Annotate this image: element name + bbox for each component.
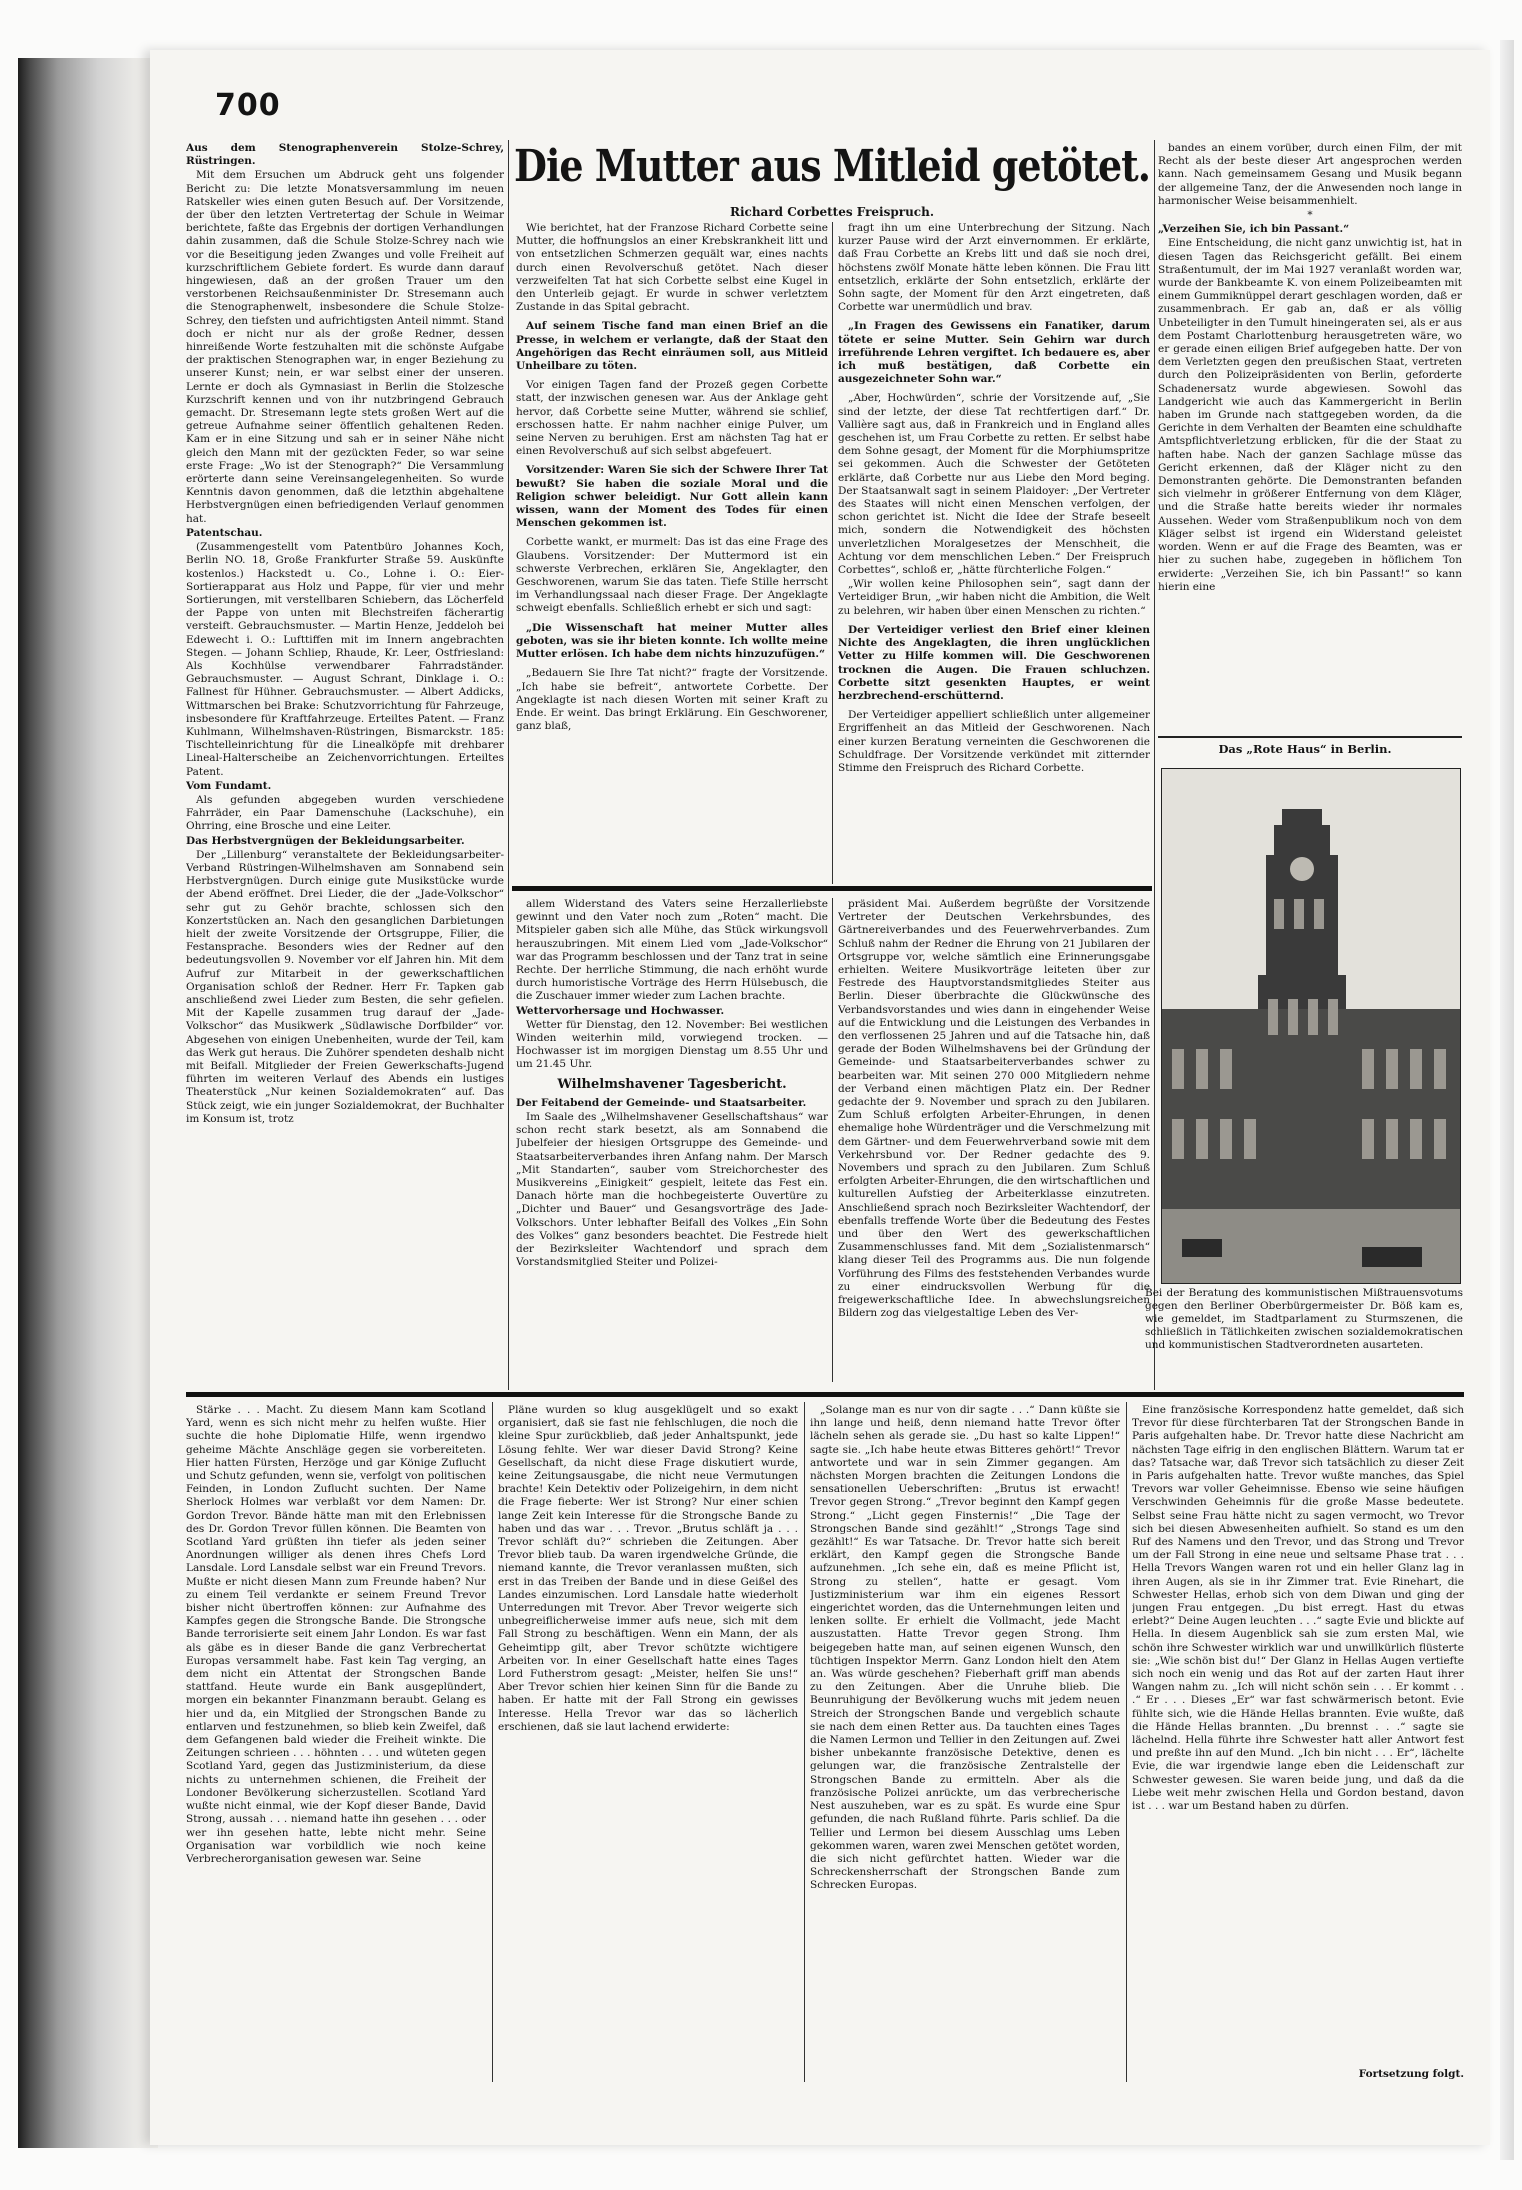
article-separator <box>512 886 1152 891</box>
main-article-col-b <box>838 222 1150 884</box>
column-divider <box>1126 1402 1127 2082</box>
town-hall-image <box>1162 769 1460 1283</box>
article-highlight: Auf seinem Tische fand man einen Brief an die Presse, in welchem er verlangte, daß der Staat den Angehörigen das Recht einräumen soll, aus Mitleid Unheilbare zu töten. <box>516 320 828 373</box>
main-headline: Die Mutter aus Mitleid getötet. <box>514 139 1150 192</box>
separator-star: * <box>1307 209 1313 222</box>
section-title: Wilhelmshavener Tagesbericht. <box>557 1076 787 1092</box>
article-highlight: „In Fragen des Gewissens ein Fanatiker, darum tötete er seine Mutter. Sein Gehirn war durch irreführende Lehren vergiftet. Ich bedauere es, aber ich muß bestätigen, daß Corbette ein ausgezeichneter Sohn war.“ <box>838 320 1150 386</box>
column-divider <box>508 140 509 1390</box>
article-text: bandes an einem vorüber, durch einen Film, der mit Recht als der beste dieser Art angesprochen werden kann. Nach gemeinsamem Gesang und Musik begann der allgemeine Tanz, der die Anwesenden noch lange in harmonischer Weise beisammenhielt. <box>1158 142 1462 207</box>
lower-col-a <box>516 898 828 1382</box>
serial-continued <box>1132 2068 1464 2084</box>
article-text: „Bedauern Sie Ihre Tat nicht?“ fragte der Vorsitzende. „Ich habe sie befreit“, antwortete Corbette. Der Angeklagte ist nach diesen Worten mit seiner Kraft zu Ende. Er weint. Das bringt Erklärung. Ein Geschworener, ganz blaß, <box>516 667 828 733</box>
article-text: Vor einigen Tagen fand der Prozeß gegen Corbette statt, der inzwischen genesen war. Aus der Anklage geht hervor, daß Corbette seine Mutter, während sie schlief, erschossen hatte. Er nahm nachher einige Pulver, um seine Nerven zu beruhigen. Erst am nächsten Tag hat er einen Revolverschuß auf sich selbst abgefeuert. <box>516 379 828 458</box>
serial-col-1 <box>186 1404 486 2084</box>
column-divider <box>804 1402 805 2082</box>
column-divider <box>832 898 833 1382</box>
article-text: präsident Mai. Außerdem begrüßte der Vorsitzende Vertreter der Deutschen Verkehrsbundes, des Gärtnereiverbandes und des Feuerwehrverbandes. Zum Schluß nahm der Redner die Ehrung von 21 Jubilaren der Ortsgruppe vor, welche sämtlich eine Erinnerungsgabe erhielten. Weitere Musikvorträge leiteten über zur Festrede des Hauptvorstandsmitgliedes Steiter aus Berlin. Dieser überbrachte die Glückwünsche des Verbandsvorstandes und wies dann in eingehender Weise auf die Entwicklung und die Leistungen des Verbandes in den verflossenen 25 Jahren und auf die Tatsache hin, daß gerade der Boden Wilhelmshavens bei der Gründung der Gemeinde- und Staatsarbeiterverbandes schwer zu bearbeiten war. Mit seinen 270 000 Mitgliedern nehme der Verband einen mächtigen Platz ein. Der Redner gedachte der 9. November und sprach zu den Jubilaren. Zum Schluß erfolgten Arbeiter-Ehrungen, in denen ehemalige hohe Würdenträger und die Verschmelzung mit dem Gärtner- und dem Feuerwehrverband sowie mit dem Verkehrsbund vor. Der Redner gedachte des 9. Novembers und sprach zu den Jubilaren. Zum Schluß erfolgten Arbeiter-Ehrungen, die den wirtschaftlichen und kulturellen Aufstieg der Arbeiterklasse einzutreten. Anschließend sprach noch Bezirksleiter Wachtendorf, der ebenfalls treffende Worte über die Bedeutung des Festes und über den Wert des gewerkschaftlichen Zusammenschlusses fand. Mit dem „Sozialistenmarsch“ klang dieser Teil des Programms aus. Die nun folgende Vorführung des Films des feststehenden Verbandes wurde zu einer eindrucksvollen Werbung für die freigewerkschaftliche Idee. In abwechslungsreichen Bildern zog das vielgestaltige Leben des Ver- <box>838 898 1150 1320</box>
column-left <box>186 142 504 1382</box>
photo-title: Das „Rote Haus“ in Berlin. <box>1218 742 1392 756</box>
serial-col-2 <box>498 1404 798 2084</box>
serial-text: Stärke . . . Macht. Zu diesem Mann kam Scotland Yard, wenn es sich nicht mehr zu helfen wußte. Hier suchte die hohe Diplomatie Hilfe, wenn irgendwo geheime Mächte Anschläge gegen sie vorbereiteten. Hier hatten Fürsten, Herzöge und gar Könige Zuflucht und Schutz gefunden, wenn sie, verfolgt von politischen Feinden, in London Zuflucht suchten. Der Name Sherlock Holmes war verblaßt vor dem Namen: Dr. Gordon Trevor. Bände hätte man mit den Erlebnissen des Dr. Gordon Trevor füllen können. Die Beamten von Scotland Yard grüßten ihn tiefer als jeden seiner Anordnungen williger als denen ihres Chefs Lord Lansdale. Lord Lansdale selbst war ein Freund Trevors. Mußte er nicht diesen Mann zum Freunde haben? Nur zu einem Teil verdankte er seinem Freund Trevor bisher nicht übertroffen können: zur Aufnahme des Kampfes gegen die Strongsche Bande. Die Strongsche Bande terrorisierte seit einem Jahr London. Es war fast als gäbe es in dieser Bande die ganz Verbrechertat Europas versammelt habe. Fast kein Tag verging, an dem nicht ein Attentat der Strongschen Bande stattfand. Heute wurde ein Bank ausgeplündert, morgen ein bekannter Finanzmann beraubt. Gelang es hier und da, ein Mitglied der Strongschen Bande zu entlarven und festzunehmen, so blieb kein Zweifel, daß dem Gefangenen bald wieder die Freiheit winkte. Die Zeitungen schrieen . . . höhnten . . . und wüteten gegen Scotland Yard, gegen das Justizministerium, da diese nichts zu unternehmen schienen, die Freiheit der Londoner Bevölkerung sicherzustellen. Scotland Yard wußte nicht einmal, wie der Kopf dieser Bande, David Strong, aussah . . . niemand hatte ihn gesehen . . . oder wer ihn gesehen hatte, lebte nicht mehr. Seine Organisation war vorbildlich wie noch keine Verbrecherorganisation gewesen war. Seine <box>186 1404 486 1865</box>
article-text: allem Widerstand des Vaters seine Herzallerliebste gewinnt und den Vater noch zum „Roten“ macht. Die Mitspieler gaben sich alle Mühe, das Stück wirkungsvoll herauszubringen. Mit einem Lied vom „Jade-Volkschor“ war das Programm beschlossen und der Tanz trat in seine Rechte. Der herrliche Stimmung, die nach erhöht wurde durch humoristische Vorträge des Herrn Hülsebusch, die die Zuschauer immer wieder zum Lachen brachte. <box>516 898 828 1003</box>
article-title: Wettervorhersage und Hochwasser. <box>516 1004 725 1017</box>
serial-col-3 <box>810 1404 1120 2084</box>
page-number: 700 <box>215 88 281 123</box>
book-binding <box>18 58 158 2148</box>
article-text: Im Saale des „Wilhelmshavener Gesellschaftshaus“ war schon recht stark besetzt, als am Sonnabend die Jubelfeier der hiesigen Ortsgruppe des Gemeinde- und Staatsarbeiterverbandes ihren Anfang nahm. Der Marsch „Mit Standarten“, sauber vom Streichorchester des Musikvereins „Einigkeit“ gespielt, leitete das Fest ein. Danach hörte man die hochbegeisterte Ouvertüre zu „Dichter und Bauer“ und Gesangsvorträge des Jade-Volkschors. Unter lebhafter Beifall des Volkes „Ein Sohn des Volkes“ ganz besonders beachtet. Die Festrede hielt der Bezirksleiter Wachtendorf und sprach dem Vorstandsmitglied Steiter und Polizei- <box>516 1111 828 1269</box>
page-edge <box>1500 40 1514 2160</box>
article-text: (Zusammengestellt vom Patentbüro Johannes Koch, Berlin NO. 18, Große Frankfurter Straße 59. Auskünfte kostenlos.) Hackstedt u. Co., Lohne i. O.: Eier-Sortierapparat aus Holz und Pappe, für vier und mehr Sortierungen, mit verstellbaren Schiebern, das Löcherfeld der Pappe von unten mit Blechstreifen fächerartig versteift. Gebrauchsmuster. — Martin Henze, Jeddeloh bei Edewecht i. O.: Lufttiffen mit im Innern angebrachten Stegen. — Johann Schliep, Rhaude, Kr. Leer, Ostfriesland: Als Kochhülse verwendbarer Fahrradständer. Gebrauchsmuster. — August Schrant, Dinklage i. O.: Fallnest für Hühner. Gebrauchsmuster. — Albert Addicks, Wittmarschen bei Brake: Schutzvorrichtung für Fahrzeuge, insbesondere für Kraftfahrzeuge. Erteiltes Patent. — Franz Kuhlmann, Wilhelmshaven-Rüstringen, Bismarckstr. 185: Tischtelleinrichtung für die Linealköpfe mit drehbarer Lineal-Halterscheibe an Zeichenvorrichtungen. Erteiltes Patent. <box>186 541 504 778</box>
article-highlight: Vorsitzender: Waren Sie sich der Schwere Ihrer Tat bewußt? Sie haben die soziale Moral und die Religion schwer beleidigt. Nur Gott allein kann wissen, wann der Moment des Todes für einen Menschen gekommen ist. <box>516 464 828 530</box>
main-article-col-a <box>516 222 828 884</box>
lower-col-b <box>838 898 1150 1382</box>
main-subhead: Richard Corbettes Freispruch. <box>729 205 934 219</box>
column-divider <box>832 222 833 884</box>
article-text: Corbette wankt, er murmelt: Das ist das eine Frage des Glaubens. Vorsitzender: Der Muttermord ist ein schwerste Verbrechen, erklären Sie, Angeklagter, den Geschworenen, warum Sie das taten. Tiefe Stille herrscht im Verhandlungssaal nach dieser Frage. Der Angeklagte schweigt ebenfalls. Schließlich erhebt er sich und sagt: <box>516 536 828 615</box>
serial-text: „Solange man es nur von dir sagte . . .“ Dann küßte sie ihn lange und heiß, denn niemand hatte Trevor öfter lächeln sehen als gerade sie. „Du hast so kalte Lippen!“ sagte sie. „Ich habe heute etwas Bitteres gehört!“ Trevor antwortete und war in sein Zimmer gegangen. Am nächsten Morgen brachten die Zeitungen Londons die sensationellen Ueberschriften: „Brutus ist erwacht! Trevor gegen Strong.“ „Trevor beginnt den Kampf gegen Strong.“ „Licht gegen Finsternis!“ „Die Tage der Strongschen Bande sind gezählt!“ „Strongs Tage sind gezählt!“ Es war Tatsache. Dr. Trevor hatte sich bereit erklärt, den Kampf gegen die Strongsche Bande aufzunehmen. „Ich sehe ein, daß es meine Pflicht ist, Strong zu stellen“, hatte er gesagt. Vom Justizministerium war ihm ein eigenes Ressort eingerichtet worden, das die Unternehmungen leiten und lenken sollte. Er erhielt die Vollmacht, jede Macht auszustatten. Hatte Trevor gegen Strong. Ihm beigegeben hatte man, auf seinen eigenen Wunsch, den tüchtigen Inspektor Merrn. Ganz London hielt den Atem an. Was würde geschehen? Fieberhaft griff man abends zu den Zeitungen. Aber die Unruhe blieb. Die Beunruhigung der Bevölkerung wuchs mit jedem neuen Streich der Strongschen Bande und vergeblich schaute sie nach dem einen Retter aus. Da tauchten eines Tages die Namen Lermon und Tellier in den Zeitungen auf. Zwei bisher unbekannte französische Detektive, denen es gelungen war, die französische Zentralstelle der Strongschen Bande zu ermitteln. Aber als die französische Polizei anrückte, um das verbrecherische Nest auszuheben, war es zu spät. Es wurde eine Spur gefunden, die nach Rußland führte. Paris schlief. Da die Tellier und Lermon bei diesem Ausschlag ums Leben gekommen waren, waren zwei Menschen getötet worden, die sich nicht gefürchtet hatten. Wieder war die Schreckensherrschaft der Strongschen Bande zum Schrecken Europas. <box>810 1404 1120 1892</box>
article-title: Aus dem Stenographenverein Stolze-Schrey, Rüstringen. <box>186 142 504 168</box>
article-highlight: Der Verteidiger verliest den Brief einer kleinen Nichte des Angeklagten, die ihren unglücklichen Vetter zu Hilfe kommen will. Die Geschworenen trocknen die Augen. Die Frauen schluchzen. Corbette sitzt gesenkten Hauptes, er weint herzbrechend-erschütternd. <box>838 623 1150 702</box>
article-text: „Aber, Hochwürden“, schrie der Vorsitzende auf, „Sie sind der letzte, der diese Tat rechtfertigen darf.“ Dr. Vallière sagt aus, daß in Frankreich und in England alles geschehen ist, um Frau Corbette zu retten. Er selbst habe dem Sohne gesagt, der Moment für die Morphiumspritze sei gekommen. Auch die Schwester der Getöteten erklärte, daß Corbette nur aus Liebe den Mord beging. Der Staatsanwalt sagt in seinem Plaidoyer: „Der Vertreter des Staates will nicht einen Menschen verfolgen, der schon gerichtet ist. Nicht die Idee der Strafe beseelt mich, sondern die Notwendigkeit des höchsten unverletzlichen Moralgesetzes der Menschheit, die Achtung vor dem menschlichen Leben.“ Der Freispruch Corbettes“, schloß er, „hätte fürchterliche Folgen.“ <box>838 392 1150 577</box>
column-divider <box>1154 140 1155 1390</box>
article-title: „Verzeihen Sie, ich bin Passant.“ <box>1158 223 1350 236</box>
article-text: „Wir wollen keine Philosophen sein“, sagt dann der Verteidiger Brun, „wir haben nicht die Ambition, die Welt zu belehren, wir haben über einen Menschen zu richten.“ <box>838 578 1150 617</box>
article-text: Wie berichtet, hat der Franzose Richard Corbette seine Mutter, die hoffnungslos an einer Krebskrankheit litt und von entsetzlichen Schmerzen gequält war, eines nachts durch einen Revolverschuß getötet. Nach dieser verzweifelten Tat hat sich Corbette selbst eine Kugel in den Unterleib gejagt. Er wurde in schwer verletztem Zustande in das Spital gebracht. <box>516 222 828 314</box>
serial-text: Pläne wurden so klug ausgeklügelt und so exakt organisiert, daß sie fast nie fehlschlugen, die noch die kleine Spur zurückblieb, daß jeder Anhaltspunkt, jede Lösung fehlte. Wer war dieser David Strong? Keine Gesellschaft, da nicht diese Frage diskutiert wurde, keine Zeitungsausgabe, die nicht neue Vermutungen brachte! Kein Detektiv oder Polizeigehirn, in dem nicht die Frage fieberte: Wer ist Strong? Nur einer schien lange Zeit kein Interesse für die Strongsche Bande zu haben und das war . . . Trevor. „Brutus schläft ja . . . Trevor schläft du?“ schrieben die Zeitungen. Aber Trevor blieb taub. Da waren irgendwelche Gründe, die niemand kannte, die Trevor veranlassen mußten, sich erst in das Treiben der Bande und in diese Geißel des Landes einzumischen. Lord Lansdale hatte wiederholt Unterredungen mit Trevor. Aber Trevor weigerte sich unbegreiflicherweise immer aufs neue, sich mit dem Fall Strong zu beschäftigen. Wenn ein Mann, der als Geheimtipp gilt, aber Trevor schützte wichtigere Arbeiten vor. In einer Gesellschaft hatte eines Tages Lord Futherstrom gesagt: „Meister, helfen Sie uns!“ Aber Trevor schien hier keinen Sinn für die Bande zu haben. Er hatte mit der Fall Strong ein gewisses Interesse. Hella Trevor war das so lächerlich erschienen, daß sie laut lachend erwiderte: <box>498 1404 798 1733</box>
article-text: Wetter für Dienstag, den 12. November: Bei westlichen Winden weiterhin mild, vorwiegend trocken. — Hochwasser ist im morgigen Dienstag um 8.55 Uhr und um 21.45 Uhr. <box>516 1018 828 1071</box>
article-text: Als gefunden abgegeben wurden verschiedene Fahrräder, ein Paar Damenschuhe (Lackschuhe), ein Ohrring, eine Brosche und eine Leiter. <box>186 793 504 833</box>
article-title: Patentschau. <box>186 526 263 539</box>
column-divider <box>492 1402 493 2082</box>
article-title: Der Feitabend der Gemeinde- und Staatsarbeiter. <box>516 1096 807 1109</box>
photo-rule <box>1158 736 1462 738</box>
article-highlight: „Die Wissenschaft hat meiner Mutter alles geboten, was sie ihr bieten konnte. Ich wollte meine Mutter erlösen. Ich habe dem nichts hinzuzufügen.“ <box>516 621 828 661</box>
article-text: Eine Entscheidung, die nicht ganz unwichtig ist, hat in diesen Tagen das Reichsgericht gefällt. Bei einem Straßentumult, der im Mai 1927 veranlaßt worden war, wurde der Bankbeamte K. von einem Polizeibeamten mit einem Gummiknüppel derart geschlagen worden, daß er zusammenbrach. Er gab an, daß er als völlig Unbeteiligter in den Tumult hineingeraten sei, als er aus dem Postamt Charlottenburg herausgetreten wäre, wo er gerade einen eiligen Brief aufgegeben hatte. Der von dem Verletzten gegen den preußischen Staat, vertreten durch den Polizeipräsidenten von Berlin, geforderte Schadenersatz wurde abgewiesen. Sowohl das Landgericht wie auch das Kammergericht in Berlin haben im Grunde nach stattgegeben worden, da die Gerichte in dem Verhalten der Beamten eine schuldhafte Amtspflichtverletzung erblicken, für die der Staat zu haften habe. Nach der ganzen Sachlage müsse das Gericht erkennen, daß der Kläger nicht zu den Demonstranten gehörte. Die Demonstranten befanden sich vielmehr in größerer Entfernung von dem Kläger, und die Straße hatte bereits wieder ihr normales Aussehen. Weder vom Straßenpublikum noch von dem Kläger selbst ist irgend ein Widerstand geleistet worden. Wenn er auf die Frage des Beamten, was er hier zu suchen habe, zugegeben in höflichem Ton erwiderte: „Verzeihen Sie, ich bin Passant!“ so kann hierin eine <box>1158 237 1462 593</box>
continued-label: Fortsetzung folgt. <box>1358 2068 1464 2080</box>
serial-separator <box>186 1392 1464 1397</box>
photo-rotes-rathaus <box>1161 768 1461 1284</box>
column-right <box>1158 142 1462 732</box>
serial-col-4 <box>1132 1404 1464 2068</box>
article-text: Der Verteidiger appelliert schließlich unter allgemeiner Ergriffenheit an das Mitleid der Geschworenen. Nach einer kurzen Beratung verneinten die Geschworenen die Schuldfrage. Der Vorsitzende verkündet mit zitternder Stimme den Freispruch des Richard Corbette. <box>838 709 1150 774</box>
serial-text: Eine französische Korrespondenz hatte gemeldet, daß sich Trevor für diese fürchterbaren Tat der Strongschen Bande in Paris aufgehalten habe. Dr. Trevor hatte diese Nachricht am nächsten Tage eifrig in den englischen Blättern. Warum tat er das? Tatsache war, daß Trevor sich tatsächlich zu dieser Zeit in Paris aufgehalten hatte. Trevor wußte manches, das Spiel Trevors war voller Geheimnisse. Ebenso wie seine häufigen Verschwinden Geheimnis für die große Masse bedeutete. Selbst seine Frau hätte nicht zu sagen vermocht, wo Trevor sich bei diesen Abwesenheiten aufhielt. So stand es um den Ruf des Namens und den Trevor, und das Strong und Trevor um der Fall Strong in eine neue und seltsame Phase trat . . . Hella Trevors Wangen waren rot und ein heller Glanz lag in ihren Augen, als sie in ihr Zimmer trat. Evie Rinehart, die Schwester Hellas, erhob sich von dem Diwan und ging der jungen Frau entgegen. „Du bist erregt. Hast du etwas erlebt?“ Deine Augen leuchten . . .“ sagte Evie und blickte auf Hella. In diesem Augenblick sah sie zum ersten Mal, wie schön ihre Schwester wirklich war und unwillkürlich flüsterte sie: „Wie schön bist du!“ Der Glanz in Hellas Augen vertiefte sich noch ein wenig und das Rot auf der zarten Haut ihrer Wangen nahm zu. „Ich will nicht schön sein . . . Er kommt . . .“ Er . . . Dieses „Er“ war fast schwärmerisch betont. Evie fühlte sich, wie die Hände Hellas brannten. Evie wußte, daß die Hände Hellas brannten. „Du brennst . . .“ sagte sie lächelnd. Hella führte ihre Schwester hatt aller Antwort fest und preßte ihn auf den Mund. „Ich bin nicht . . . Er“, lächelte Evie, die war irgendwie lange eben die Leidenschaft zur Schwester gewesen. Sie waren beide jung, und daß da die Liebe weit mehr zwischen Hella und Gordon bestand, davon ist . . . war um Bestand haben zu dürfen. <box>1132 1404 1464 1813</box>
article-text: Mit dem Ersuchen um Abdruck geht uns folgender Bericht zu: Die letzte Monatsversammlung im neuen Ratskeller wies einen guten Besuch auf. Der Vorsitzende, der über den letzten Vertretertag der Schule in Weimar berichtete, faßte das Ergebnis der dortigen Verhandlungen dahin zusammen, daß die Schule Stolze-Schrey nach wie vor die Beseitigung jeden Zwanges und volle Freiheit auf kurzschriftlichem Gebiete fordert. Es wurde dann darauf hingewiesen, daß an der großen Trauer um den verstorbenen Reichsaußenminister Dr. Stresemann auch die Stenographenwelt, insbesondere die Schule Stolze-Schrey, den tiefsten und aufrichtigsten Anteil nimmt. Stand doch er nicht nur als der große Redner, dessen hinreißende Worte festzuhalten mit die schönste Aufgabe der praktischen Stenographen war, in enger Beziehung zu unserer Kunst; nein, er war selbst einer der unseren. Lernte er doch als Gymnasiast in Berlin die Stolzesche Kurzschrift kennen und von ihr nutzbringend Gebrauch gemacht. Dr. Stresemann legte stets großen Wert auf die getreue Aufnahme seiner öffentlich gehaltenen Reden. Kam er in eine Sitzung und sah er in seiner Nähe nicht gleich den Mann mit der gezückten Feder, so war seine erste Frage: „Wo ist der Stenograph?“ Die Versammlung erörterte dann seine Vereinsangelegenheiten. So wurde Kenntnis davon genommen, daß die letzthin abgehaltene Herbstvergnügen einen befriedigenden Verlauf genommen hat. <box>186 169 504 525</box>
article-title: Vom Fundamt. <box>186 779 272 792</box>
photo-caption: Bei der Beratung des kommunistischen Mißtrauensvotums gegen den Berliner Oberbürgermeister Dr. Böß kam es, wie gemeldet, im Stadtparlament zu Sturmszenen, die schließlich in Tätlichkeiten zwischen sozialdemokratischen und kommunistischen Stadtverordneten ausarteten. <box>1145 1287 1463 1351</box>
article-title: Das Herbstvergnügen der Bekleidungsarbeiter. <box>186 834 465 847</box>
article-text: Der „Lillenburg“ veranstaltete der Bekleidungsarbeiter-Verband Rüstringen-Wilhelmshaven am Sonnabend sein Herbstvergnügen. Durch einige gute Musikstücke wurde der Abend eröffnet. Drei Lieder, die der „Jade-Volkschor“ sehr gut zu Gehör brachte, schlossen sich den Konzertstücken an. Nach den gesanglichen Darbietungen hielt der zweite Vorsitzende der Ortsgruppe, Filier, die Festansprache. Besonders wies der Redner auf den bedeutungsvollen 9. November vor elf Jahren hin. Mit dem Aufruf zur Mitarbeit in der gewerkschaftlichen Organisation schloß der Redner. Herr Fr. Tapken gab anschließend zwei Lieder zum Besten, die sehr gefielen. Mit der Kapelle zusammen trug darauf der „Jade-Volkschor“ das Musikwerk „Südlawische Dorfbilder“ vor. Abgesehen von einigen Unebenheiten, wurde der Teil, kam das Werk gut heraus. Die Zuhörer spendeten deshalb nicht mit Beifall. Mitglieder der Freien Gewerkschafts-Jugend führten im weiteren Verlauf des Abends ein lustiges Theaterstück „Nur keinen Sozialdemokraten“ auf. Das Stück zeigt, wie ein junger Sozialdemokrat, der Buchhalter im Konsum ist, trotz <box>186 848 504 1125</box>
article-text: fragt ihn um eine Unterbrechung der Sitzung. Nach kurzer Pause wird der Arzt einvernommen. Er erklärte, daß Frau Corbette an Krebs litt und daß sie noch drei, höchstens zwölf Monate hätte leben können. Die Frau litt entsetzlich, erklärte der Sohn entsetzlich, erklärte der Sohn sagte, der Moment für den Arzt eingetreten, daß Corbette war unermüdlich und brav. <box>838 222 1150 314</box>
